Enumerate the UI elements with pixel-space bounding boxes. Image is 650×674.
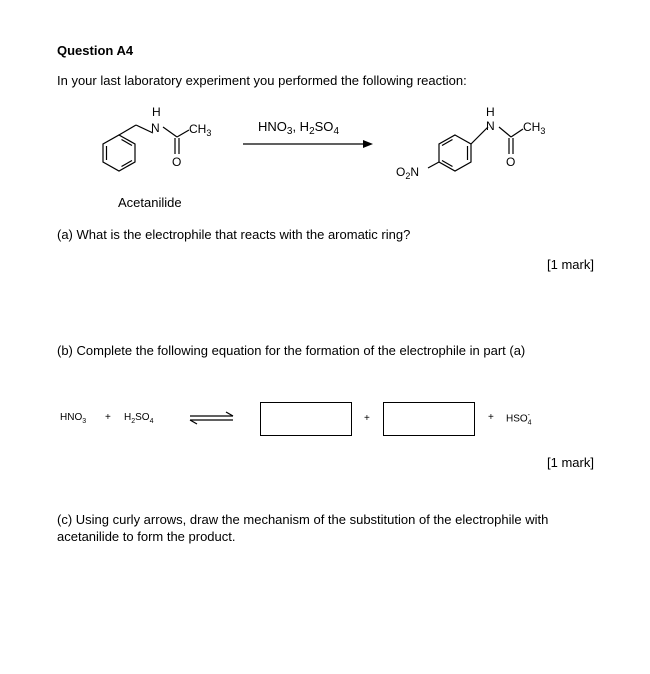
question-intro: In your last laboratory experiment you performed the following reaction:	[57, 73, 467, 88]
part-b-hno3: $HNO_3$	[60, 412, 87, 425]
part-b-h2so4: $H_2SO_4$	[124, 412, 154, 425]
part-c-question-line1: (c) Using curly arrows, draw the mechanism of the substitution of the electrophile with	[57, 512, 549, 527]
answer-box-1[interactable]	[260, 402, 352, 436]
product-ch3-label: $CH_3$	[523, 120, 546, 136]
part-b-question: (b) Complete the following equation for the formation of the electrophile in part (a)	[57, 343, 526, 358]
reactant-ch3-label: $CH_3$	[189, 122, 212, 138]
part-b-plus-2: +	[364, 413, 370, 424]
reactant-o-label: O	[172, 155, 182, 169]
product-o-label: O	[506, 155, 516, 169]
product-benzene-ring	[439, 135, 471, 171]
reactant-n-label: N	[151, 121, 160, 135]
equilibrium-arrow	[190, 412, 233, 424]
part-c-question-line2: acetanilide to form the product.	[57, 529, 236, 544]
answer-box-2[interactable]	[383, 402, 475, 436]
reactant-benzene-ring	[103, 135, 135, 171]
part-b-plus-1: +	[105, 412, 111, 423]
product-h-label: H	[486, 105, 495, 119]
product-o2n-label: $O_2N$	[396, 165, 420, 181]
reaction-arrow	[243, 140, 373, 148]
part-b-mark: [1 mark]	[547, 455, 594, 470]
question-title: Question A4	[57, 43, 134, 58]
part-a-mark: [1 mark]	[547, 257, 594, 272]
reactant-name: Acetanilide	[118, 195, 182, 210]
part-a-question: (a) What is the electrophile that reacts with the aromatic ring?	[57, 227, 411, 242]
reactant-h-label: H	[152, 105, 161, 119]
part-b-hso4: $HSO_4^-$	[506, 412, 532, 427]
product-n-label: N	[486, 119, 495, 133]
reagents-label: $HNO_3$, $H_2SO_4$	[258, 119, 339, 137]
part-b-plus-3: +	[488, 412, 494, 423]
